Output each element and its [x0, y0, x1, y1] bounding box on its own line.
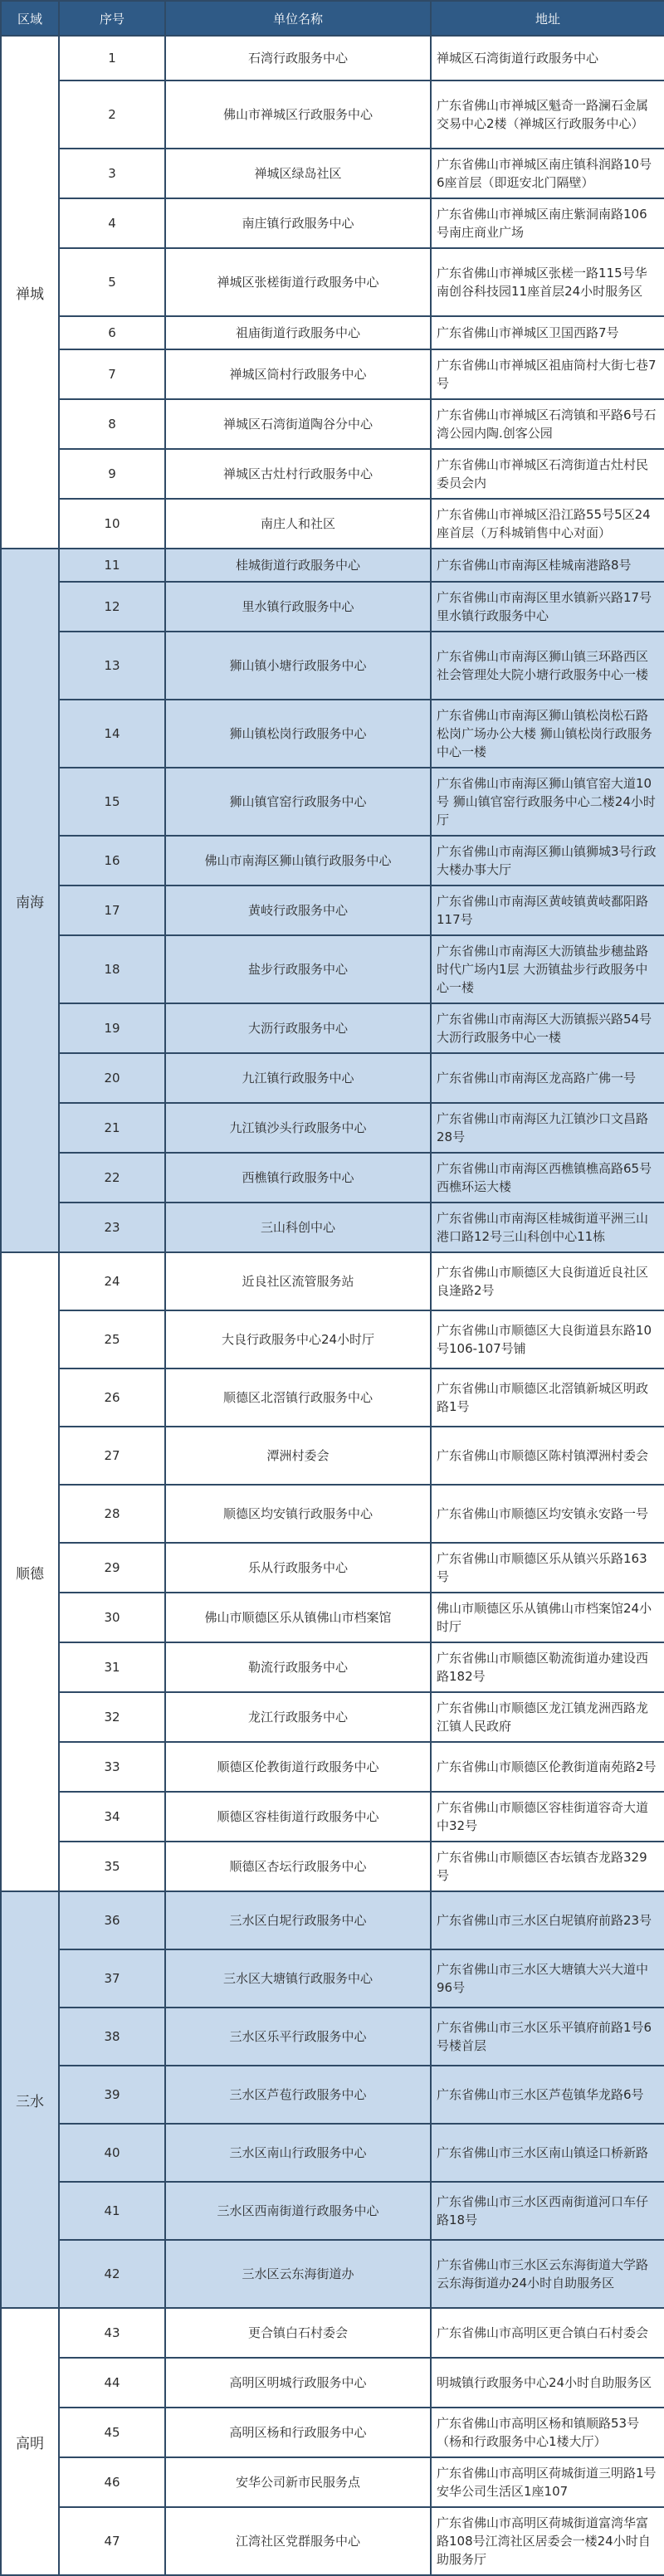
district-cell: 南海 — [1, 549, 59, 1252]
table-row — [1, 1153, 664, 1203]
address-cell: 佛山市顺德区乐从镇佛山市档案馆24小时厅 — [431, 1593, 664, 1642]
address-cell: 广东省佛山市顺德区龙江镇龙洲西路龙江镇人民政府 — [431, 1692, 664, 1742]
unit-name-cell: 勒流行政服务中心 — [165, 1642, 431, 1692]
unit-name-cell: 祖庙街道行政服务中心 — [165, 316, 431, 349]
address-cell: 广东省佛山市南海区里水镇新兴路17号 里水镇行政服务中心 — [431, 582, 664, 632]
address-cell: 禅城区石湾街道行政服务中心 — [431, 36, 664, 80]
unit-name-cell: 三山科创中心 — [165, 1203, 431, 1252]
row-number-cell: 19 — [59, 1003, 165, 1053]
address-cell: 广东省佛山市禅城区魁奇一路澜石金属交易中心2楼（禅城区行政服务中心） — [431, 80, 664, 149]
table-row — [1, 1842, 664, 1891]
row-number-cell: 15 — [59, 768, 165, 836]
unit-name-cell: 更合镇白石村委会 — [165, 2308, 431, 2358]
table-header-row — [1, 1, 664, 36]
row-number-cell: 20 — [59, 1053, 165, 1103]
unit-name-cell: 大良行政服务中心24小时厅 — [165, 1310, 431, 1368]
address-cell: 广东省佛山市三水区大塘镇大兴大道中96号 — [431, 1949, 664, 2008]
address-cell: 广东省佛山市三水区西南街道河口车仔路18号 — [431, 2182, 664, 2240]
unit-name-cell: 江湾社区党群服务中心 — [165, 2507, 431, 2575]
unit-name-cell: 高明区明城行政服务中心 — [165, 2358, 431, 2408]
table-row — [1, 2408, 664, 2457]
table-row — [1, 549, 664, 582]
table-row — [1, 1203, 664, 1252]
row-number-cell: 42 — [59, 2240, 165, 2308]
address-cell: 广东省佛山市南海区黄岐镇黄岐鄱阳路117号 — [431, 886, 664, 935]
unit-name-cell: 龙江行政服务中心 — [165, 1692, 431, 1742]
table-row — [1, 499, 664, 549]
unit-name-cell: 三水区西南街道行政服务中心 — [165, 2182, 431, 2240]
address-cell: 广东省佛山市禅城区祖庙筒村大街七巷7号 — [431, 349, 664, 399]
table-row — [1, 582, 664, 632]
unit-name-cell: 佛山市禅城区行政服务中心 — [165, 80, 431, 149]
row-number-cell: 28 — [59, 1485, 165, 1543]
table-row — [1, 36, 664, 80]
row-number-cell: 5 — [59, 248, 165, 316]
row-number-cell: 23 — [59, 1203, 165, 1252]
address-cell: 广东省佛山市禅城区沿江路55号5区24座首层（万科城销售中心对面） — [431, 499, 664, 549]
unit-name-cell: 狮山镇松岗行政服务中心 — [165, 700, 431, 768]
row-number-cell: 30 — [59, 1593, 165, 1642]
table-row — [1, 1003, 664, 1053]
unit-name-cell: 九江镇行政服务中心 — [165, 1053, 431, 1103]
row-number-cell: 10 — [59, 499, 165, 549]
address-cell: 广东省佛山市南海区桂城街道平洲三山港口路12号三山科创中心11栋 — [431, 1203, 664, 1252]
address-cell: 广东省佛山市顺德区伦教街道南苑路2号 — [431, 1742, 664, 1792]
table-body — [1, 36, 664, 2575]
unit-name-cell: 禅城区石湾街道陶谷分中心 — [165, 399, 431, 449]
unit-name-cell: 黄岐行政服务中心 — [165, 886, 431, 935]
address-cell: 广东省佛山市南海区桂城南港路8号 — [431, 549, 664, 582]
unit-name-cell: 佛山市顺德区乐从镇佛山市档案馆 — [165, 1593, 431, 1642]
unit-name-cell: 顺德区均安镇行政服务中心 — [165, 1485, 431, 1543]
row-number-cell: 27 — [59, 1427, 165, 1485]
row-number-cell: 9 — [59, 449, 165, 499]
unit-name-cell: 石湾行政服务中心 — [165, 36, 431, 80]
unit-name-cell: 盐步行政服务中心 — [165, 935, 431, 1003]
unit-name-cell: 顺德区伦教街道行政服务中心 — [165, 1742, 431, 1792]
row-number-cell: 13 — [59, 632, 165, 700]
address-cell: 广东省佛山市顺德区乐从镇兴乐路163号 — [431, 1543, 664, 1593]
address-cell: 广东省佛山市高明区荷城街道三明路1号安华公司生活区1座107 — [431, 2457, 664, 2507]
table-row — [1, 632, 664, 700]
table-row — [1, 449, 664, 499]
header-address: 地址 — [431, 1, 664, 36]
row-number-cell: 24 — [59, 1252, 165, 1310]
unit-name-cell: 禅城区张槎街道行政服务中心 — [165, 248, 431, 316]
unit-name-cell: 潭洲村委会 — [165, 1427, 431, 1485]
address-cell: 广东省佛山市高明区更合镇白石村委会 — [431, 2308, 664, 2358]
row-number-cell: 16 — [59, 836, 165, 886]
table-row — [1, 1792, 664, 1842]
table-row — [1, 1642, 664, 1692]
address-cell: 广东省佛山市南海区大沥镇振兴路54号大沥行政服务中心一楼 — [431, 1003, 664, 1053]
row-number-cell: 22 — [59, 1153, 165, 1203]
unit-name-cell: 三水区白坭行政服务中心 — [165, 1891, 431, 1949]
address-cell: 广东省佛山市顺德区勒流街道办建设西路182号 — [431, 1642, 664, 1692]
unit-name-cell: 顺德区容桂街道行政服务中心 — [165, 1792, 431, 1842]
table-row — [1, 2457, 664, 2507]
row-number-cell: 26 — [59, 1368, 165, 1427]
row-number-cell: 4 — [59, 198, 165, 248]
unit-name-cell: 禅城区筒村行政服务中心 — [165, 349, 431, 399]
row-number-cell: 35 — [59, 1842, 165, 1891]
unit-name-cell: 乐从行政服务中心 — [165, 1543, 431, 1593]
table-row — [1, 316, 664, 349]
header-district: 区域 — [1, 1, 59, 36]
table-row — [1, 2308, 664, 2358]
district-cell: 高明 — [1, 2308, 59, 2575]
row-number-cell: 38 — [59, 2008, 165, 2066]
address-cell: 广东省佛山市南海区龙高路广佛一号 — [431, 1053, 664, 1103]
table-row — [1, 349, 664, 399]
table-row — [1, 2240, 664, 2308]
row-number-cell: 6 — [59, 316, 165, 349]
row-number-cell: 32 — [59, 1692, 165, 1742]
row-number-cell: 2 — [59, 80, 165, 149]
table-row — [1, 1692, 664, 1742]
table-row — [1, 80, 664, 149]
unit-name-cell: 禅城区绿岛社区 — [165, 149, 431, 198]
address-cell: 广东省佛山市禅城区南庄镇科润路10号6座首层（即逛安北门隔壁） — [431, 149, 664, 198]
header-number: 序号 — [59, 1, 165, 36]
unit-name-cell: 禅城区古灶村行政服务中心 — [165, 449, 431, 499]
row-number-cell: 7 — [59, 349, 165, 399]
row-number-cell: 39 — [59, 2066, 165, 2124]
address-cell: 广东省佛山市顺德区陈村镇潭洲村委会 — [431, 1427, 664, 1485]
row-number-cell: 37 — [59, 1949, 165, 2008]
unit-name-cell: 三水区云东海街道办 — [165, 2240, 431, 2308]
address-cell: 广东省佛山市顺德区大良街道近良社区良逢路2号 — [431, 1252, 664, 1310]
address-cell: 广东省佛山市南海区狮山镇三环路西区社会管理处大院小塘行政服务中心一楼 — [431, 632, 664, 700]
row-number-cell: 21 — [59, 1103, 165, 1153]
district-cell: 禅城 — [1, 36, 59, 549]
address-cell: 广东省佛山市南海区狮山镇官窑大道10号 狮山镇官窑行政服务中心二楼24小时厅 — [431, 768, 664, 836]
address-cell: 广东省佛山市禅城区石湾街道古灶村民委员会内 — [431, 449, 664, 499]
unit-name-cell: 南庄镇行政服务中心 — [165, 198, 431, 248]
row-number-cell: 47 — [59, 2507, 165, 2575]
table-row — [1, 149, 664, 198]
table-row — [1, 2182, 664, 2240]
table-row — [1, 1593, 664, 1642]
table-row — [1, 1427, 664, 1485]
table-row — [1, 1543, 664, 1593]
table-row — [1, 2124, 664, 2182]
address-cell: 广东省佛山市顺德区杏坛镇杏龙路329号 — [431, 1842, 664, 1891]
row-number-cell: 14 — [59, 700, 165, 768]
table-row — [1, 935, 664, 1003]
table-row — [1, 248, 664, 316]
row-number-cell: 46 — [59, 2457, 165, 2507]
row-number-cell: 8 — [59, 399, 165, 449]
unit-name-cell: 顺德区杏坛行政服务中心 — [165, 1842, 431, 1891]
address-cell: 广东省佛山市顺德区均安镇永安路一号 — [431, 1485, 664, 1543]
unit-name-cell: 九江镇沙头行政服务中心 — [165, 1103, 431, 1153]
table-row — [1, 2008, 664, 2066]
table-row — [1, 2358, 664, 2408]
unit-name-cell: 西樵镇行政服务中心 — [165, 1153, 431, 1203]
table-row — [1, 1891, 664, 1949]
table-row — [1, 1103, 664, 1153]
table-row — [1, 700, 664, 768]
row-number-cell: 1 — [59, 36, 165, 80]
table-row — [1, 1053, 664, 1103]
row-number-cell: 11 — [59, 549, 165, 582]
row-number-cell: 33 — [59, 1742, 165, 1792]
row-number-cell: 12 — [59, 582, 165, 632]
table-row — [1, 198, 664, 248]
address-cell: 广东省佛山市禅城区石湾镇和平路6号石湾公园内陶.创客公园 — [431, 399, 664, 449]
row-number-cell: 3 — [59, 149, 165, 198]
address-cell: 广东省佛山市禅城区南庄紫洞南路106号南庄商业广场 — [431, 198, 664, 248]
row-number-cell: 45 — [59, 2408, 165, 2457]
row-number-cell: 18 — [59, 935, 165, 1003]
row-number-cell: 44 — [59, 2358, 165, 2408]
unit-name-cell: 狮山镇小塘行政服务中心 — [165, 632, 431, 700]
unit-name-cell: 狮山镇官窑行政服务中心 — [165, 768, 431, 836]
table-row — [1, 1949, 664, 2008]
address-cell: 广东省佛山市禅城区卫国西路7号 — [431, 316, 664, 349]
table-row — [1, 768, 664, 836]
address-cell: 广东省佛山市三水区白坭镇府前路23号 — [431, 1891, 664, 1949]
district-cell: 三水 — [1, 1891, 59, 2308]
address-cell: 广东省佛山市南海区狮山镇松岗松石路松岗广场办公大楼 狮山镇松岗行政服务中心一楼 — [431, 700, 664, 768]
table-row — [1, 2507, 664, 2575]
row-number-cell: 25 — [59, 1310, 165, 1368]
address-cell: 广东省佛山市三水区云东海街道大学路云东海街道办24小时自助服务区 — [431, 2240, 664, 2308]
row-number-cell: 36 — [59, 1891, 165, 1949]
unit-name-cell: 近良社区流管服务站 — [165, 1252, 431, 1310]
table-row — [1, 1252, 664, 1310]
address-cell: 广东省佛山市顺德区容桂街道容奇大道中32号 — [431, 1792, 664, 1842]
unit-name-cell: 佛山市南海区狮山镇行政服务中心 — [165, 836, 431, 886]
unit-name-cell: 三水区乐平行政服务中心 — [165, 2008, 431, 2066]
address-cell: 广东省佛山市三水区南山镇迳口桥新路 — [431, 2124, 664, 2182]
address-cell: 广东省佛山市南海区大沥镇盐步穗盐路时代广场内1层 大沥镇盐步行政服务中心一楼 — [431, 935, 664, 1003]
unit-name-cell: 桂城街道行政服务中心 — [165, 549, 431, 582]
district-cell: 顺德 — [1, 1252, 59, 1891]
table-row — [1, 1310, 664, 1368]
unit-name-cell: 安华公司新市民服务点 — [165, 2457, 431, 2507]
unit-name-cell: 三水区南山行政服务中心 — [165, 2124, 431, 2182]
table-row — [1, 1742, 664, 1792]
address-cell: 广东省佛山市南海区狮山镇狮城3号行政大楼办事大厅 — [431, 836, 664, 886]
table-row — [1, 1485, 664, 1543]
unit-name-cell: 里水镇行政服务中心 — [165, 582, 431, 632]
table-row — [1, 836, 664, 886]
unit-name-cell: 大沥行政服务中心 — [165, 1003, 431, 1053]
row-number-cell: 31 — [59, 1642, 165, 1692]
address-cell: 明城镇行政服务中心24小时自助服务区 — [431, 2358, 664, 2408]
address-cell: 广东省佛山市高明区杨和镇顺路53号（杨和行政服务中心1楼大厅） — [431, 2408, 664, 2457]
header-unit-name: 单位名称 — [165, 1, 431, 36]
address-cell: 广东省佛山市顺德区北滘镇新城区明政路1号 — [431, 1368, 664, 1427]
unit-name-cell: 三水区大塘镇行政服务中心 — [165, 1949, 431, 2008]
address-cell: 广东省佛山市南海区九江镇沙口文昌路28号 — [431, 1103, 664, 1153]
row-number-cell: 40 — [59, 2124, 165, 2182]
address-cell: 广东省佛山市南海区西樵镇樵高路65号西樵环运大楼 — [431, 1153, 664, 1203]
address-cell: 广东省佛山市顺德区大良街道县东路10号106-107号铺 — [431, 1310, 664, 1368]
table-row — [1, 2066, 664, 2124]
row-number-cell: 43 — [59, 2308, 165, 2358]
row-number-cell: 41 — [59, 2182, 165, 2240]
address-cell: 广东省佛山市三水区芦苞镇华龙路6号 — [431, 2066, 664, 2124]
row-number-cell: 29 — [59, 1543, 165, 1593]
table-row — [1, 399, 664, 449]
address-cell: 广东省佛山市禅城区张槎一路115号华南创谷科技园11座首层24小时服务区 — [431, 248, 664, 316]
table-row — [1, 886, 664, 935]
unit-name-cell: 南庄人和社区 — [165, 499, 431, 549]
row-number-cell: 17 — [59, 886, 165, 935]
unit-name-cell: 三水区芦苞行政服务中心 — [165, 2066, 431, 2124]
table-row — [1, 1368, 664, 1427]
row-number-cell: 34 — [59, 1792, 165, 1842]
address-cell: 广东省佛山市三水区乐平镇府前路1号6号楼首层 — [431, 2008, 664, 2066]
unit-name-cell: 顺德区北滘镇行政服务中心 — [165, 1368, 431, 1427]
unit-name-cell: 高明区杨和行政服务中心 — [165, 2408, 431, 2457]
address-cell: 广东省佛山市高明区荷城街道富湾华富路108号江湾社区居委会一楼24小时自助服务厅 — [431, 2507, 664, 2575]
